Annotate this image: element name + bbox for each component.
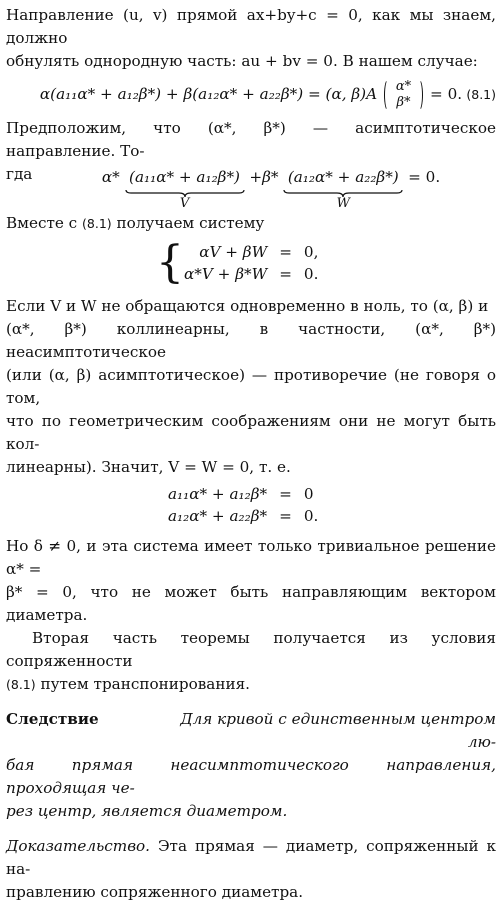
paragraph-direction xyxy=(6,4,496,73)
paragraph-collinear xyxy=(6,295,496,479)
text-line: Вторая часть теоремы получается из условия сопряженности xyxy=(6,629,496,670)
equation-tag: (8.1) xyxy=(466,87,496,102)
text-line: обнулять однородную часть: au + bv = 0. В нашем случае: xyxy=(6,52,478,70)
system-row xyxy=(162,483,324,505)
paragraph-together xyxy=(6,212,496,235)
label-w: W xyxy=(336,196,350,211)
text-line: Направление (u, v) прямой ax+by+c = 0, как мы знаем, должно xyxy=(6,6,496,47)
equation-prefix: α* xyxy=(101,168,120,186)
page xyxy=(6,4,496,904)
system-row xyxy=(162,505,324,527)
corollary-body xyxy=(6,754,496,823)
system-rhs: 0. xyxy=(303,507,319,525)
proof-line: правлению сопряженного диаметра. xyxy=(6,883,304,901)
system-eq: = xyxy=(279,243,292,261)
equation-main: α(a₁₁α* + a₁₂β*) + β(a₁₂α* + a₂₂β*) = (α, β)A xyxy=(39,85,378,103)
proof-heading: Доказательство. xyxy=(6,837,150,855)
system-linear xyxy=(6,483,496,531)
system-rhs: 0, xyxy=(303,243,319,261)
equation-tail: = 0. xyxy=(430,85,463,103)
corollary xyxy=(6,708,496,754)
text-line: Предположим, что (α*, β*) — асимптотическое направление. То- xyxy=(6,119,496,160)
text-segment: Вместе с xyxy=(6,214,78,232)
text-line: гда xyxy=(6,165,33,183)
equation-braced xyxy=(46,166,496,212)
system-eq: = xyxy=(279,485,292,503)
corollary-line: рез центр, является диаметром. xyxy=(6,802,288,820)
text-line: Но δ ≠ 0, и эта система имеет только тривиальное решение α* = xyxy=(6,537,496,578)
vector-top: α* xyxy=(395,79,412,94)
system-rhs: 0. xyxy=(303,265,319,283)
text-line: Если V и W не обращаются одновременно в ноль, то (α, β) и xyxy=(6,297,489,315)
system-table xyxy=(178,241,324,285)
corollary-line: Для кривой с единственным центром лю- xyxy=(180,710,496,751)
system-rhs: 0 xyxy=(303,485,314,503)
text-line: (α*, β*) коллинеарны, в частности, (α*, β*) неасимптотическое xyxy=(6,320,496,361)
text-segment: путем транспонирования. xyxy=(40,675,251,693)
system-row xyxy=(178,241,324,263)
corollary-line: бая прямая неасимптотического направления, проходящая че- xyxy=(6,756,496,797)
system-row xyxy=(178,263,324,285)
braced-expression-v: (a₁₁α* + a₁₂β*) xyxy=(129,168,240,186)
system-lhs: αV + βW xyxy=(199,243,268,261)
label-v: V xyxy=(179,196,190,211)
equation-reference: (8.1) xyxy=(6,677,36,692)
system-of-equations xyxy=(6,237,496,289)
equation-reference: (8.1) xyxy=(82,216,112,231)
proof-line: Эта прямая — диаметр, сопряженный к на- xyxy=(6,837,496,878)
text-segment: получаем систему xyxy=(116,214,265,232)
system-eq: = xyxy=(279,265,292,283)
equation-tail: = 0. xyxy=(408,168,441,186)
braced-expression-w: (a₁₂α* + a₂₂β*) xyxy=(287,168,399,186)
text-line: что по геометрическим соображениям они не могут быть кол- xyxy=(6,412,496,453)
system-lhs: a₁₂α* + a₂₂β* xyxy=(168,507,268,525)
underbrace-w xyxy=(283,166,403,211)
text-line: β* = 0, что не может быть направляющим вектором диаметра. xyxy=(6,583,496,624)
proof xyxy=(6,835,496,904)
system-eq: = xyxy=(279,507,292,525)
text-line: (или (α, β) асимптотическое) — противоречие (не говоря о том, xyxy=(6,366,496,407)
equation-middle: +β* xyxy=(249,168,279,186)
equation-8-1 xyxy=(6,73,496,113)
left-brace: { xyxy=(156,237,184,288)
underbrace-v xyxy=(125,166,245,211)
paragraph-second-part xyxy=(6,627,496,696)
text-line: линеарны). Значит, V = W = 0, т. е. xyxy=(6,458,291,476)
system-lhs: a₁₁α* + a₁₂β* xyxy=(168,485,268,503)
system-lhs: α*V + β*W xyxy=(184,265,268,283)
corollary-heading: Следствие xyxy=(6,710,99,728)
paragraph-trivial xyxy=(6,535,496,627)
system-table xyxy=(162,483,324,527)
vector-bottom: β* xyxy=(396,95,411,110)
vector-column xyxy=(382,79,425,111)
